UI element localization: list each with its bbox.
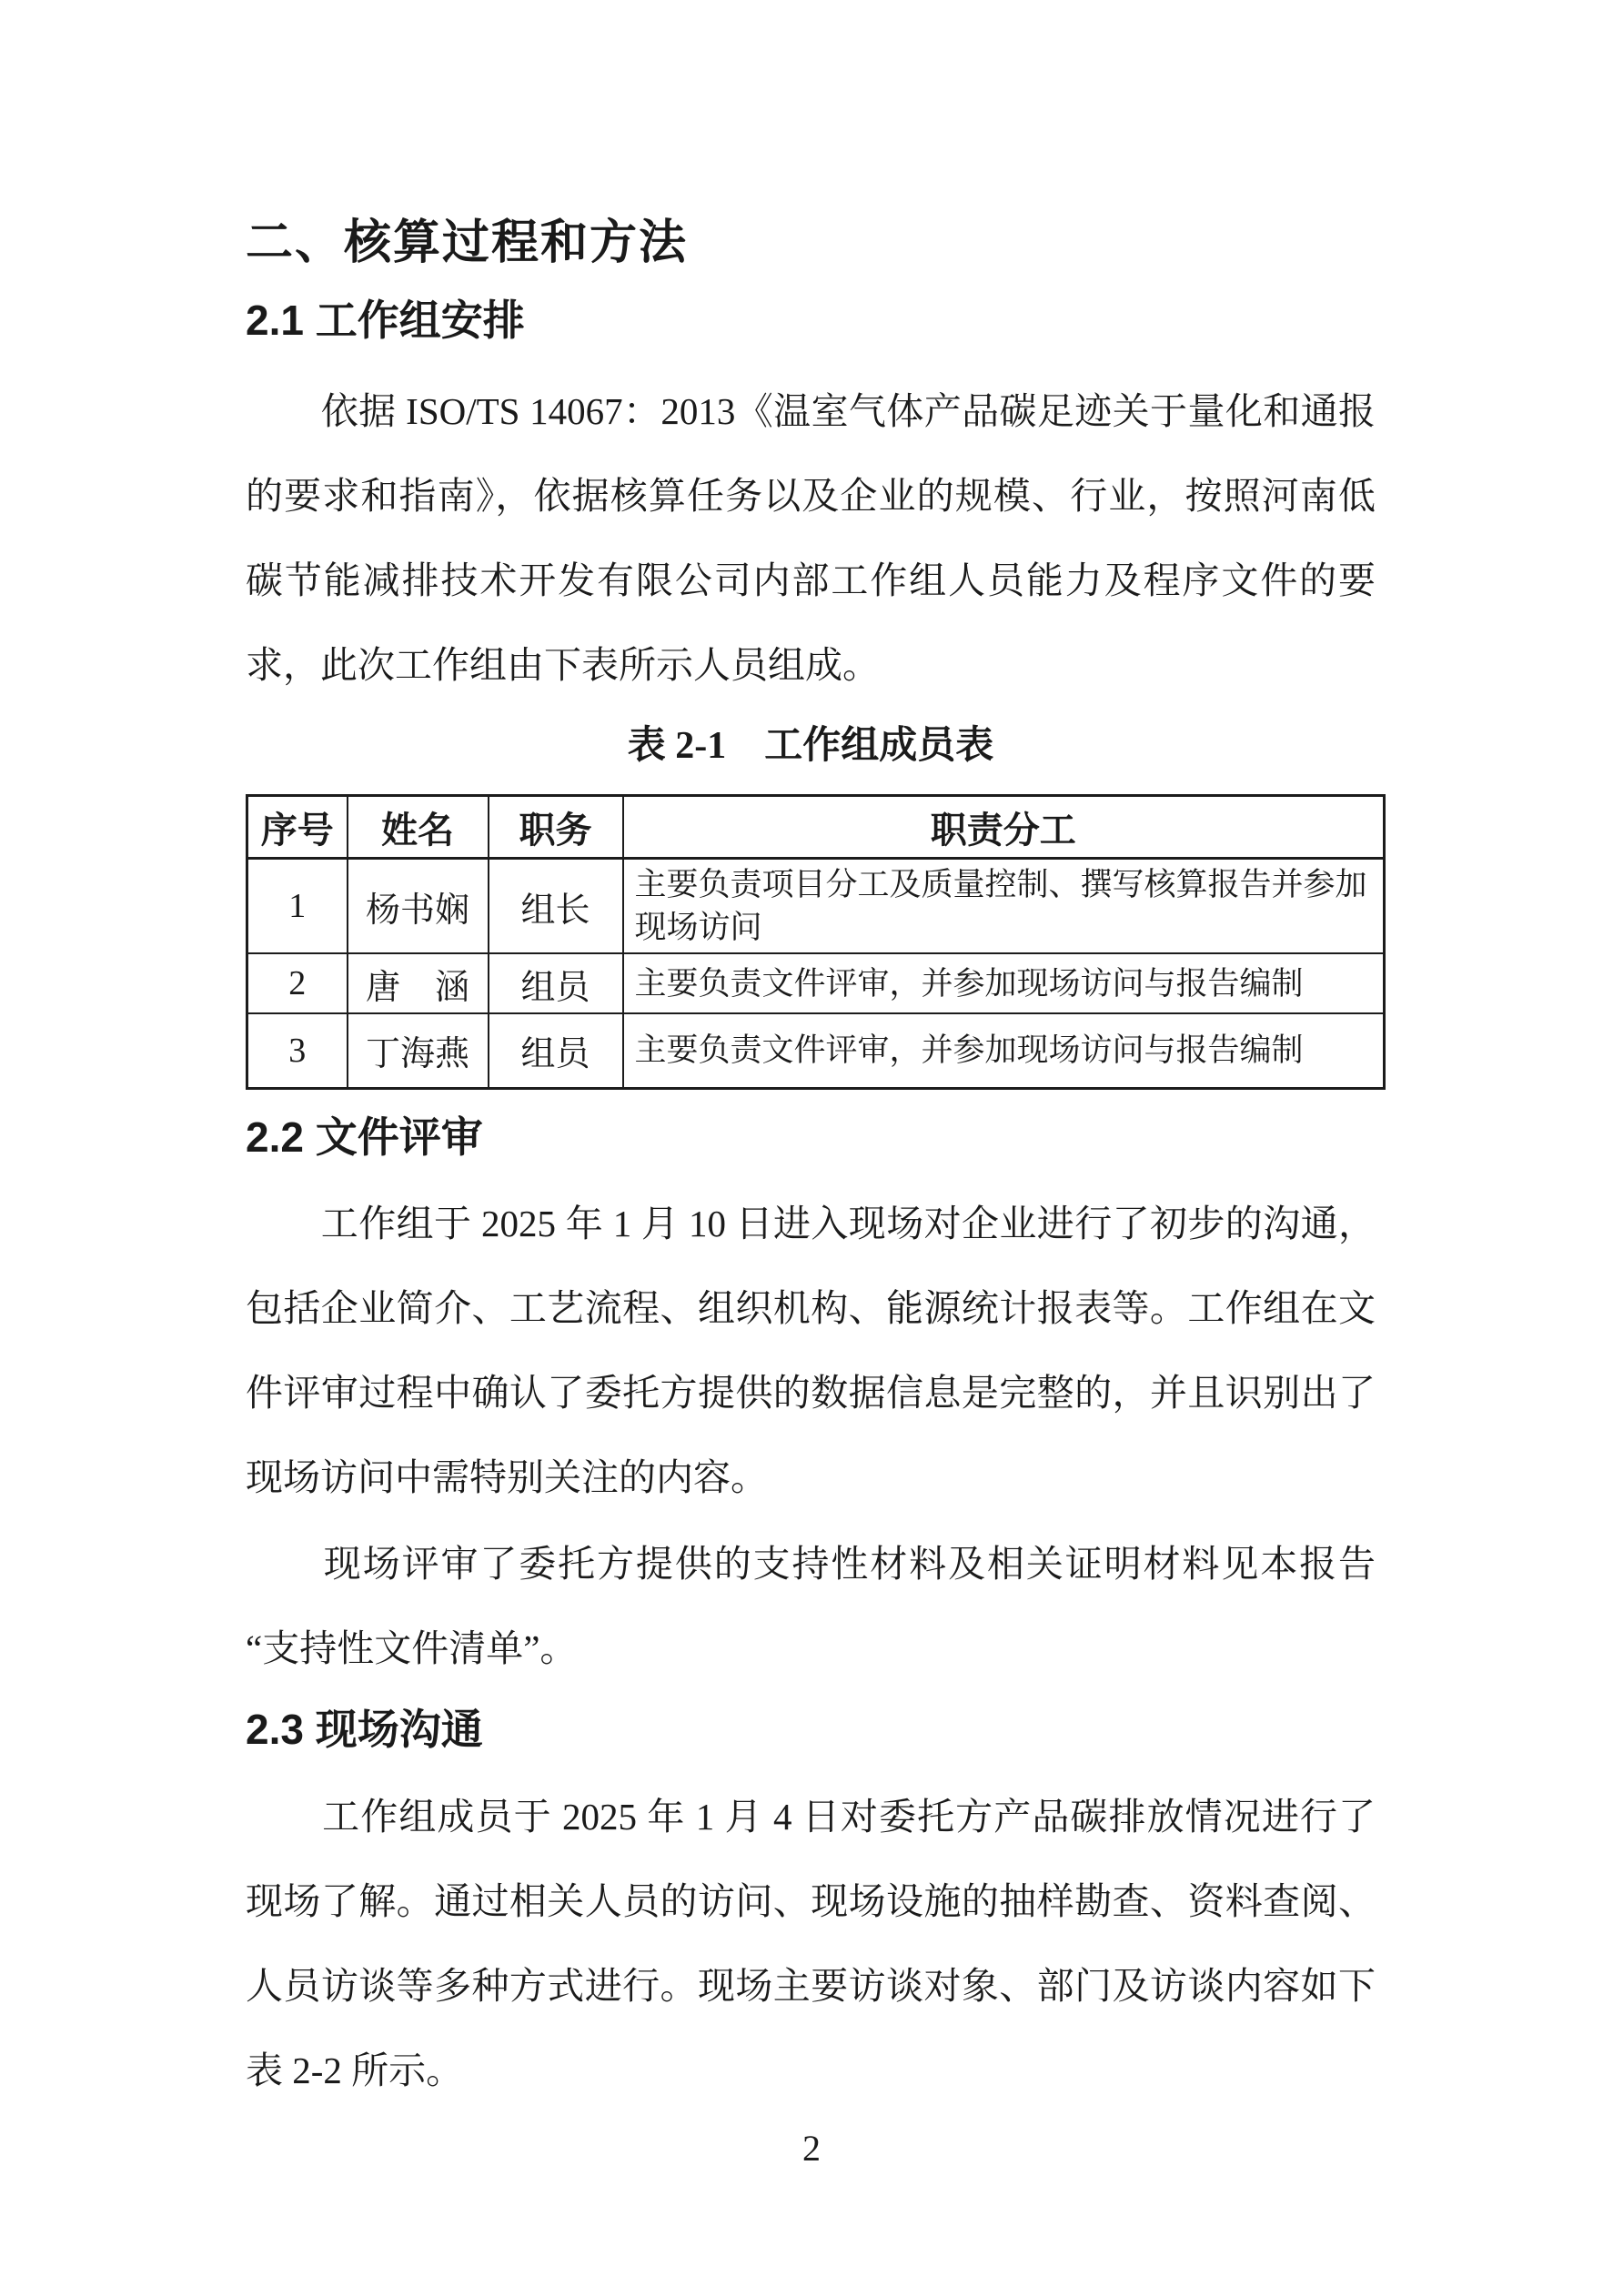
page-number: 2: [802, 2128, 821, 2169]
table-cell: 主要负责文件评审，并参加现场访问与报告编制: [623, 1013, 1385, 1088]
paragraph-line: 现场了解。通过相关人员的访问、现场设施的抽样勘查、资料查阅、: [246, 1880, 1376, 1922]
paragraph-line: 人员访谈等多种方式进行。现场主要访谈对象、部门及访谈内容如下: [246, 1965, 1376, 2007]
table-cell: 2: [247, 953, 348, 1013]
table-cell: 丁海燕: [348, 1013, 489, 1088]
paragraph-onsite-communication: [246, 1775, 1376, 2113]
paragraph-line: 依据 ISO/TS 14067：2013《温室气体产品碳足迹关于量化和通报: [246, 390, 1376, 432]
table-header-cell: 姓名: [348, 796, 489, 859]
table-row: [247, 1013, 1385, 1088]
table-cell: 唐 涵: [348, 953, 489, 1013]
table-body: [247, 859, 1385, 1089]
paragraph-document-review-1: [246, 1182, 1376, 1520]
paragraph-line: 求，此次工作组由下表所示人员组成。: [246, 644, 880, 686]
table-header-cell: 职务: [489, 796, 623, 859]
table-row: [247, 953, 1385, 1013]
table-header-row: [247, 796, 1385, 859]
table-cell: 组员: [489, 953, 623, 1013]
paragraph-line: 工作组成员于 2025 年 1 月 4 日对委托方产品碳排放情况进行了: [246, 1796, 1376, 1838]
table-row: [247, 859, 1385, 954]
table-header-cell: 职责分工: [623, 796, 1385, 859]
paragraph-line: 工作组于 2025 年 1 月 10 日进入现场对企业进行了初步的沟通，: [246, 1203, 1376, 1244]
page-content: [246, 0, 1376, 2296]
paragraph-document-review-2: [246, 1522, 1376, 1691]
section-title-2-3: 2.3 现场沟通: [246, 1706, 483, 1753]
table-cell: 组员: [489, 1013, 623, 1088]
paragraph-line: “支持性文件清单”。: [246, 1627, 578, 1669]
table-cell: 主要负责文件评审，并参加现场访问与报告编制: [623, 953, 1385, 1013]
section-title-main: 二、核算过程和方法: [246, 217, 689, 269]
table-cell: 杨书娴: [348, 859, 489, 954]
paragraph-line: 现场评审了委托方提供的支持性材料及相关证明材料见本报告: [246, 1543, 1376, 1585]
paragraph-line: 现场访问中需特别关注的内容。: [246, 1456, 768, 1498]
paragraph-workgroup-arrangement: [246, 369, 1376, 708]
paragraph-line: 包括企业简介、工艺流程、组织机构、能源统计报表等。工作组在文: [246, 1287, 1376, 1329]
section-title-2-1: 2.1 工作组安排: [246, 297, 525, 344]
paragraph-line: 件评审过程中确认了委托方提供的数据信息是完整的，并且识别出了: [246, 1372, 1376, 1414]
table-cell: 组长: [489, 859, 623, 954]
paragraph-line: 表 2-2 所示。: [246, 2049, 464, 2091]
table-header-cell: 序号: [247, 796, 348, 859]
paragraph-line: 碳节能减排技术开发有限公司内部工作组人员能力及程序文件的要: [246, 559, 1376, 601]
table-caption: 表 2-1 工作组成员表: [627, 725, 994, 767]
table-cell: 3: [247, 1013, 348, 1088]
work-group-member-table: [246, 794, 1386, 1090]
section-title-2-2: 2.2 文件评审: [246, 1113, 483, 1161]
table-cell: 主要负责项目分工及质量控制、撰写核算报告并参加现场访问: [623, 859, 1385, 954]
paragraph-line: 的要求和指南》，依据核算任务以及企业的规模、行业，按照河南低: [246, 475, 1376, 517]
table-cell: 1: [247, 859, 348, 954]
